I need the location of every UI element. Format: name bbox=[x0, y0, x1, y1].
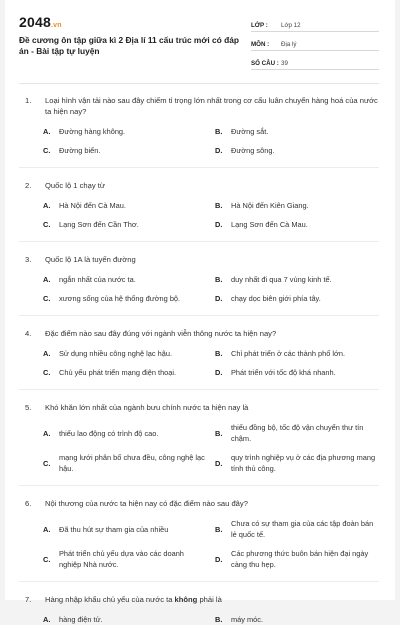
option-text: Lạng Sơn đến Cà Mau. bbox=[231, 220, 308, 229]
info-label: LỚP : bbox=[251, 22, 268, 29]
option-letter: C. bbox=[43, 458, 51, 468]
option-letter: B. bbox=[215, 615, 223, 624]
option-letter: C. bbox=[43, 294, 51, 303]
question-text: Quốc lộ 1 chạy từ bbox=[45, 181, 105, 190]
option-letter: B. bbox=[215, 524, 223, 534]
option-letter: D. bbox=[215, 458, 223, 468]
option-letter: D. bbox=[215, 220, 223, 229]
question-divider bbox=[19, 315, 379, 316]
option-b[interactable] bbox=[215, 614, 387, 625]
option-d[interactable] bbox=[215, 219, 387, 230]
option-letter: D. bbox=[215, 294, 223, 303]
option-text: thiếu đồng bộ, tốc độ vận chuyển thư tín chậm. bbox=[231, 423, 364, 443]
question-divider bbox=[19, 241, 379, 242]
option-a[interactable] bbox=[43, 422, 215, 444]
question-divider bbox=[19, 581, 379, 582]
option-text: Đường biển. bbox=[59, 146, 101, 155]
options-grid bbox=[43, 422, 379, 474]
option-a[interactable] bbox=[43, 274, 215, 285]
document-page bbox=[5, 0, 395, 624]
option-a[interactable] bbox=[43, 348, 215, 359]
option-letter: A. bbox=[43, 615, 51, 624]
options-grid bbox=[43, 614, 379, 625]
question-text: Khó khăn lớn nhất của ngành bưu chính nước ta hiện nay là bbox=[45, 403, 249, 412]
option-letter: C. bbox=[43, 146, 51, 155]
question-text: Quốc lộ 1A là tuyến đường bbox=[45, 255, 136, 264]
option-d[interactable] bbox=[215, 293, 387, 304]
options-grid bbox=[43, 518, 379, 570]
question-text: Loại hình vận tải nào sau đây chiếm tỉ trọng lớn nhất trong cơ cấu luân chuyển hàng hoá của nước ta hiện nay? bbox=[45, 96, 378, 116]
option-letter: A. bbox=[43, 275, 51, 284]
question-4 bbox=[19, 328, 379, 378]
option-letter: B. bbox=[215, 349, 223, 358]
option-c[interactable] bbox=[43, 145, 215, 156]
option-text: Phát triển chủ yếu dựa vào các doanh nghiệp Nhà nước. bbox=[59, 549, 184, 569]
question-number: 5. bbox=[25, 403, 32, 412]
option-a[interactable] bbox=[43, 200, 215, 211]
question-number: 2. bbox=[25, 181, 32, 190]
question-divider bbox=[19, 389, 379, 390]
question-list bbox=[19, 95, 379, 625]
option-c[interactable] bbox=[43, 293, 215, 304]
option-text: Chỉ phát triển ở các thành phố lớn. bbox=[231, 349, 346, 358]
option-a[interactable] bbox=[43, 518, 215, 540]
option-text: xương sống của hệ thống đường bộ. bbox=[59, 294, 181, 303]
option-letter: A. bbox=[43, 349, 51, 358]
options-grid bbox=[43, 126, 379, 156]
question-1 bbox=[19, 95, 379, 156]
option-text: Hà Nội đến Kiên Giang. bbox=[231, 201, 309, 210]
question-number: 4. bbox=[25, 329, 32, 338]
option-text: hàng điện tử. bbox=[59, 615, 103, 624]
option-d[interactable] bbox=[215, 452, 387, 474]
option-b[interactable] bbox=[215, 518, 387, 540]
site-logo[interactable] bbox=[19, 14, 241, 30]
header-divider bbox=[19, 83, 379, 84]
question-number: 6. bbox=[25, 499, 32, 508]
option-text: Lạng Sơn đến Cần Thơ. bbox=[59, 220, 139, 229]
info-label: SỐ CÂU : bbox=[251, 60, 279, 67]
option-letter: C. bbox=[43, 554, 51, 564]
option-text: thiếu lao động có trình độ cao. bbox=[59, 428, 159, 438]
info-value: Lớp 12 bbox=[281, 22, 301, 29]
document-header bbox=[19, 14, 379, 73]
question-number: 3. bbox=[25, 255, 32, 264]
question-2 bbox=[19, 180, 379, 230]
option-text: Sử dụng nhiều công nghệ lạc hậu. bbox=[59, 349, 173, 358]
option-c[interactable] bbox=[43, 219, 215, 230]
option-text: quy trình nghiệp vụ ở các địa phương mang tính thủ công. bbox=[231, 453, 376, 473]
option-d[interactable] bbox=[215, 367, 387, 378]
option-letter: B. bbox=[215, 201, 223, 210]
option-text: duy nhất đi qua 7 vùng kinh tế. bbox=[231, 275, 332, 284]
option-letter: C. bbox=[43, 368, 51, 377]
option-a[interactable] bbox=[43, 614, 215, 625]
option-text: Đã thu hút sự tham gia của nhiều bbox=[59, 524, 169, 534]
option-letter: A. bbox=[43, 428, 51, 438]
option-text: mạng lưới phân bố chưa đều, công nghệ lạc hậu. bbox=[59, 453, 205, 473]
question-number: 1. bbox=[25, 96, 32, 105]
question-text-emphasis: không bbox=[174, 595, 198, 604]
question-7 bbox=[19, 594, 379, 625]
option-b[interactable] bbox=[215, 348, 387, 359]
info-row-class bbox=[251, 16, 379, 32]
option-text: Các phương thức buôn bán hiện đại ngày càng thu hẹp. bbox=[231, 549, 369, 569]
option-d[interactable] bbox=[215, 548, 387, 570]
question-6 bbox=[19, 498, 379, 570]
info-value: 39 bbox=[281, 60, 288, 67]
option-text: Hà Nội đến Cà Mau. bbox=[59, 201, 126, 210]
option-b[interactable] bbox=[215, 126, 387, 137]
option-c[interactable] bbox=[43, 548, 215, 570]
info-row-count bbox=[251, 54, 379, 70]
logo-main: 2048 bbox=[19, 14, 51, 30]
question-divider bbox=[19, 485, 379, 486]
question-divider bbox=[19, 167, 379, 168]
document-info bbox=[251, 16, 379, 73]
option-letter: B. bbox=[215, 428, 223, 438]
option-text: ngắn nhất của nước ta. bbox=[59, 275, 136, 284]
info-label: MÔN : bbox=[251, 41, 270, 48]
option-letter: B. bbox=[215, 127, 223, 136]
option-letter: D. bbox=[215, 146, 223, 155]
option-letter: C. bbox=[43, 220, 51, 229]
option-a[interactable] bbox=[43, 126, 215, 137]
info-row-subject bbox=[251, 35, 379, 51]
options-grid bbox=[43, 348, 379, 378]
option-text: Phát triển với tốc độ khá nhanh. bbox=[231, 368, 336, 377]
option-letter: A. bbox=[43, 524, 51, 534]
option-text: Đường sông. bbox=[231, 146, 275, 155]
option-b[interactable] bbox=[215, 422, 387, 444]
question-5 bbox=[19, 402, 379, 474]
option-text: Đường hàng không. bbox=[59, 127, 126, 136]
option-text: Đường sắt. bbox=[231, 127, 269, 136]
option-letter: A. bbox=[43, 201, 51, 210]
options-grid bbox=[43, 274, 379, 304]
header-left bbox=[19, 14, 241, 73]
question-text bbox=[45, 594, 379, 605]
question-number: 7. bbox=[25, 595, 32, 604]
option-text: Chủ yếu phát triển mạng điện thoại. bbox=[59, 368, 177, 377]
question-text-after: phải là bbox=[197, 595, 222, 604]
document-title: Đề cương ôn tập giữa kì 2 Địa lí 11 cấu trúc mới có đáp án - Bài tập tự luyện bbox=[19, 35, 239, 56]
option-c[interactable] bbox=[43, 452, 215, 474]
option-d[interactable] bbox=[215, 145, 387, 156]
option-letter: A. bbox=[43, 127, 51, 136]
info-value: Địa lý bbox=[281, 41, 297, 48]
question-3 bbox=[19, 254, 379, 304]
option-letter: D. bbox=[215, 368, 223, 377]
option-b[interactable] bbox=[215, 200, 387, 211]
question-text: Đặc điểm nào sau đây đúng với ngành viễn thông nước ta hiện nay? bbox=[45, 329, 277, 338]
option-letter: D. bbox=[215, 554, 223, 564]
option-text: máy móc. bbox=[231, 615, 264, 624]
option-text: Chưa có sự tham gia của các tập đoàn bán lẻ quốc tế. bbox=[231, 519, 374, 539]
options-grid bbox=[43, 200, 379, 230]
question-text-before: Hàng nhập khẩu chủ yếu của nước ta bbox=[45, 595, 175, 604]
option-text: chạy dọc biên giới phía tây. bbox=[231, 294, 321, 303]
option-b[interactable] bbox=[215, 274, 387, 285]
option-letter: B. bbox=[215, 275, 223, 284]
question-text: Nội thương của nước ta hiện nay có đặc điểm nào sau đây? bbox=[45, 499, 248, 508]
option-c[interactable] bbox=[43, 367, 215, 378]
logo-suffix: .vn bbox=[50, 22, 62, 29]
